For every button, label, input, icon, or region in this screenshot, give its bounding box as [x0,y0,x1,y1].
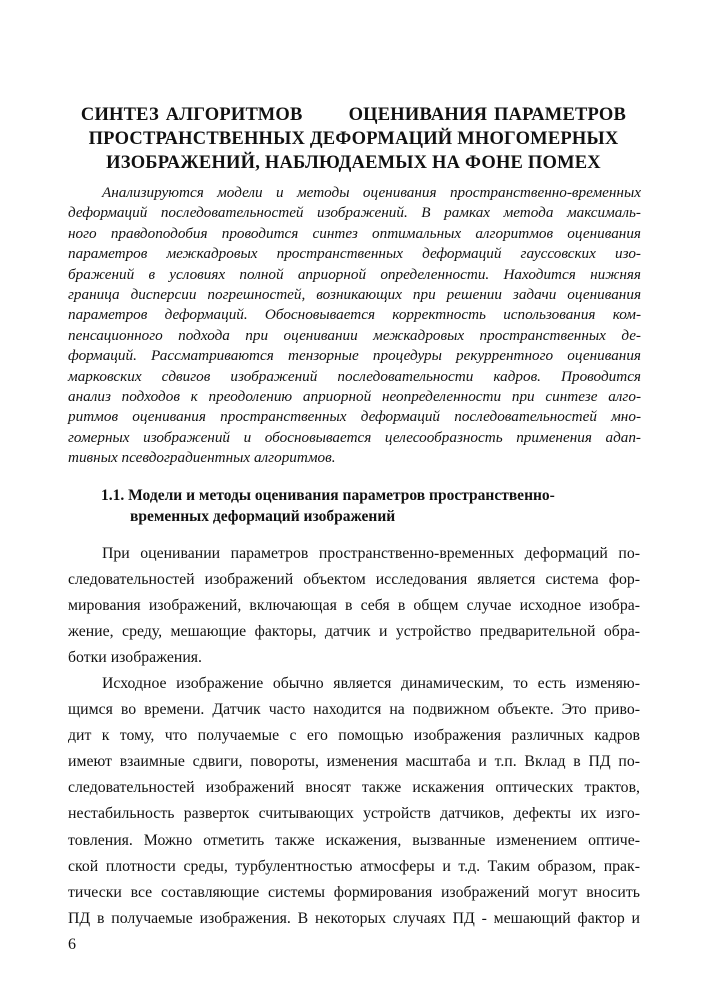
abstract-line: граница дисперсии погрешностей, возникающих при решении задачи оценивания [68,285,641,303]
abstract-line: параметров деформаций. Обосновывается корректность использования ком- [68,306,641,324]
body-line: товления. Можно отметить также искажения, вызванные изменением оптиче- [68,831,640,849]
body-line: жение, среду, мешающие факторы, датчик и устройство предварительной обра- [68,623,640,641]
abstract-line: гомерных изображений и обосновывается целесообразность применения адап- [68,428,641,446]
abstract [68,183,641,468]
body-line: ской плотности среды, турбулентностью атмосферы и т.д. Таким образом, прак- [68,857,640,875]
body-line: дит к тому, что получаемые с его помощью изображения различных кадров [68,727,640,745]
abstract-line: Анализируются модели и методы оценивания пространственно-временных [102,184,641,201]
abstract-line: марковских сдвигов изображений последовательности кадров. Проводится [68,367,641,385]
body-line: мирования изображений, включающая в себя в общем случае исходное изобра- [68,597,640,615]
abstract-line: бражений в условиях полной априорной определенности. Находится нижняя [68,265,641,283]
abstract-line: параметров межкадровых пространственных деформаций гауссовских изо- [68,245,641,263]
body-line: следовательностей изображений вносят также искажения оптических трактов, [68,779,640,797]
chapter-title [70,103,637,175]
abstract-line: ного правдоподобия проводится синтез оптимальных алгоритмов оценивания [68,224,641,242]
chapter-title-line-3: ИЗОБРАЖЕНИЙ, НАБЛЮДАЕМЫХ НА ФОНЕ ПОМЕХ [106,153,601,173]
section-heading-line-1: 1.1. Модели и методы оценивания параметров пространственно- [101,487,555,504]
body-line: нестабильность разверток считывающих устройств датчиков, дефекты их изго- [68,805,640,823]
page-number: 6 [68,936,76,953]
body-line: тически все составляющие системы формирования изображений могут вносить [68,883,640,901]
body-line: следовательностей изображений объектом исследования является система фор- [68,571,640,589]
abstract-line: деформаций последовательностей изображений. В рамках метода максималь- [68,204,641,222]
chapter-title-line-1 [70,103,637,127]
abstract-line: анализ подходов к преодолению априорной неопределенности при синтезе алго- [68,387,641,405]
body-line: ботки изображения. [68,649,202,667]
section-heading-line-2: временных деформаций изображений [130,508,396,525]
abstract-line: тивных псевдоградиентных алгоритмов. [68,449,336,467]
chapter-title-line-1-part-1: СИНТЕЗ АЛГОРИТМОВ [80,105,303,125]
body-line: ПД в получаемые изображения. В некоторых случаях ПД - мешающий фактор и [68,909,640,927]
body-line: имеют взаимные сдвиги, повороты, изменения масштаба и т.п. Вклад в ПД по- [68,753,640,771]
body-line: Исходное изображение обычно является динамическим, то есть изменяю- [102,675,640,693]
body-line: щимся во времени. Датчик часто находится на подвижном объекте. Это приво- [68,701,640,719]
body-text [68,541,640,932]
chapter-title-line-1-part-2: ОЦЕНИВАНИЯ ПАРАМЕТРОВ [348,105,627,125]
section-heading [101,485,555,527]
abstract-line: формаций. Рассматриваются тензорные процедуры рекуррентного оценивания [68,347,641,365]
abstract-line: ритмов оценивания пространственных деформаций последовательностей мно- [68,408,641,426]
body-line: При оценивании параметров пространственно-временных деформаций по- [102,545,640,562]
chapter-title-line-2: ПРОСТРАНСТВЕННЫХ ДЕФОРМАЦИЙ МНОГОМЕРНЫХ [88,129,619,149]
abstract-line: пенсационного подхода при оценивании межкадровых пространственных де- [68,326,641,344]
